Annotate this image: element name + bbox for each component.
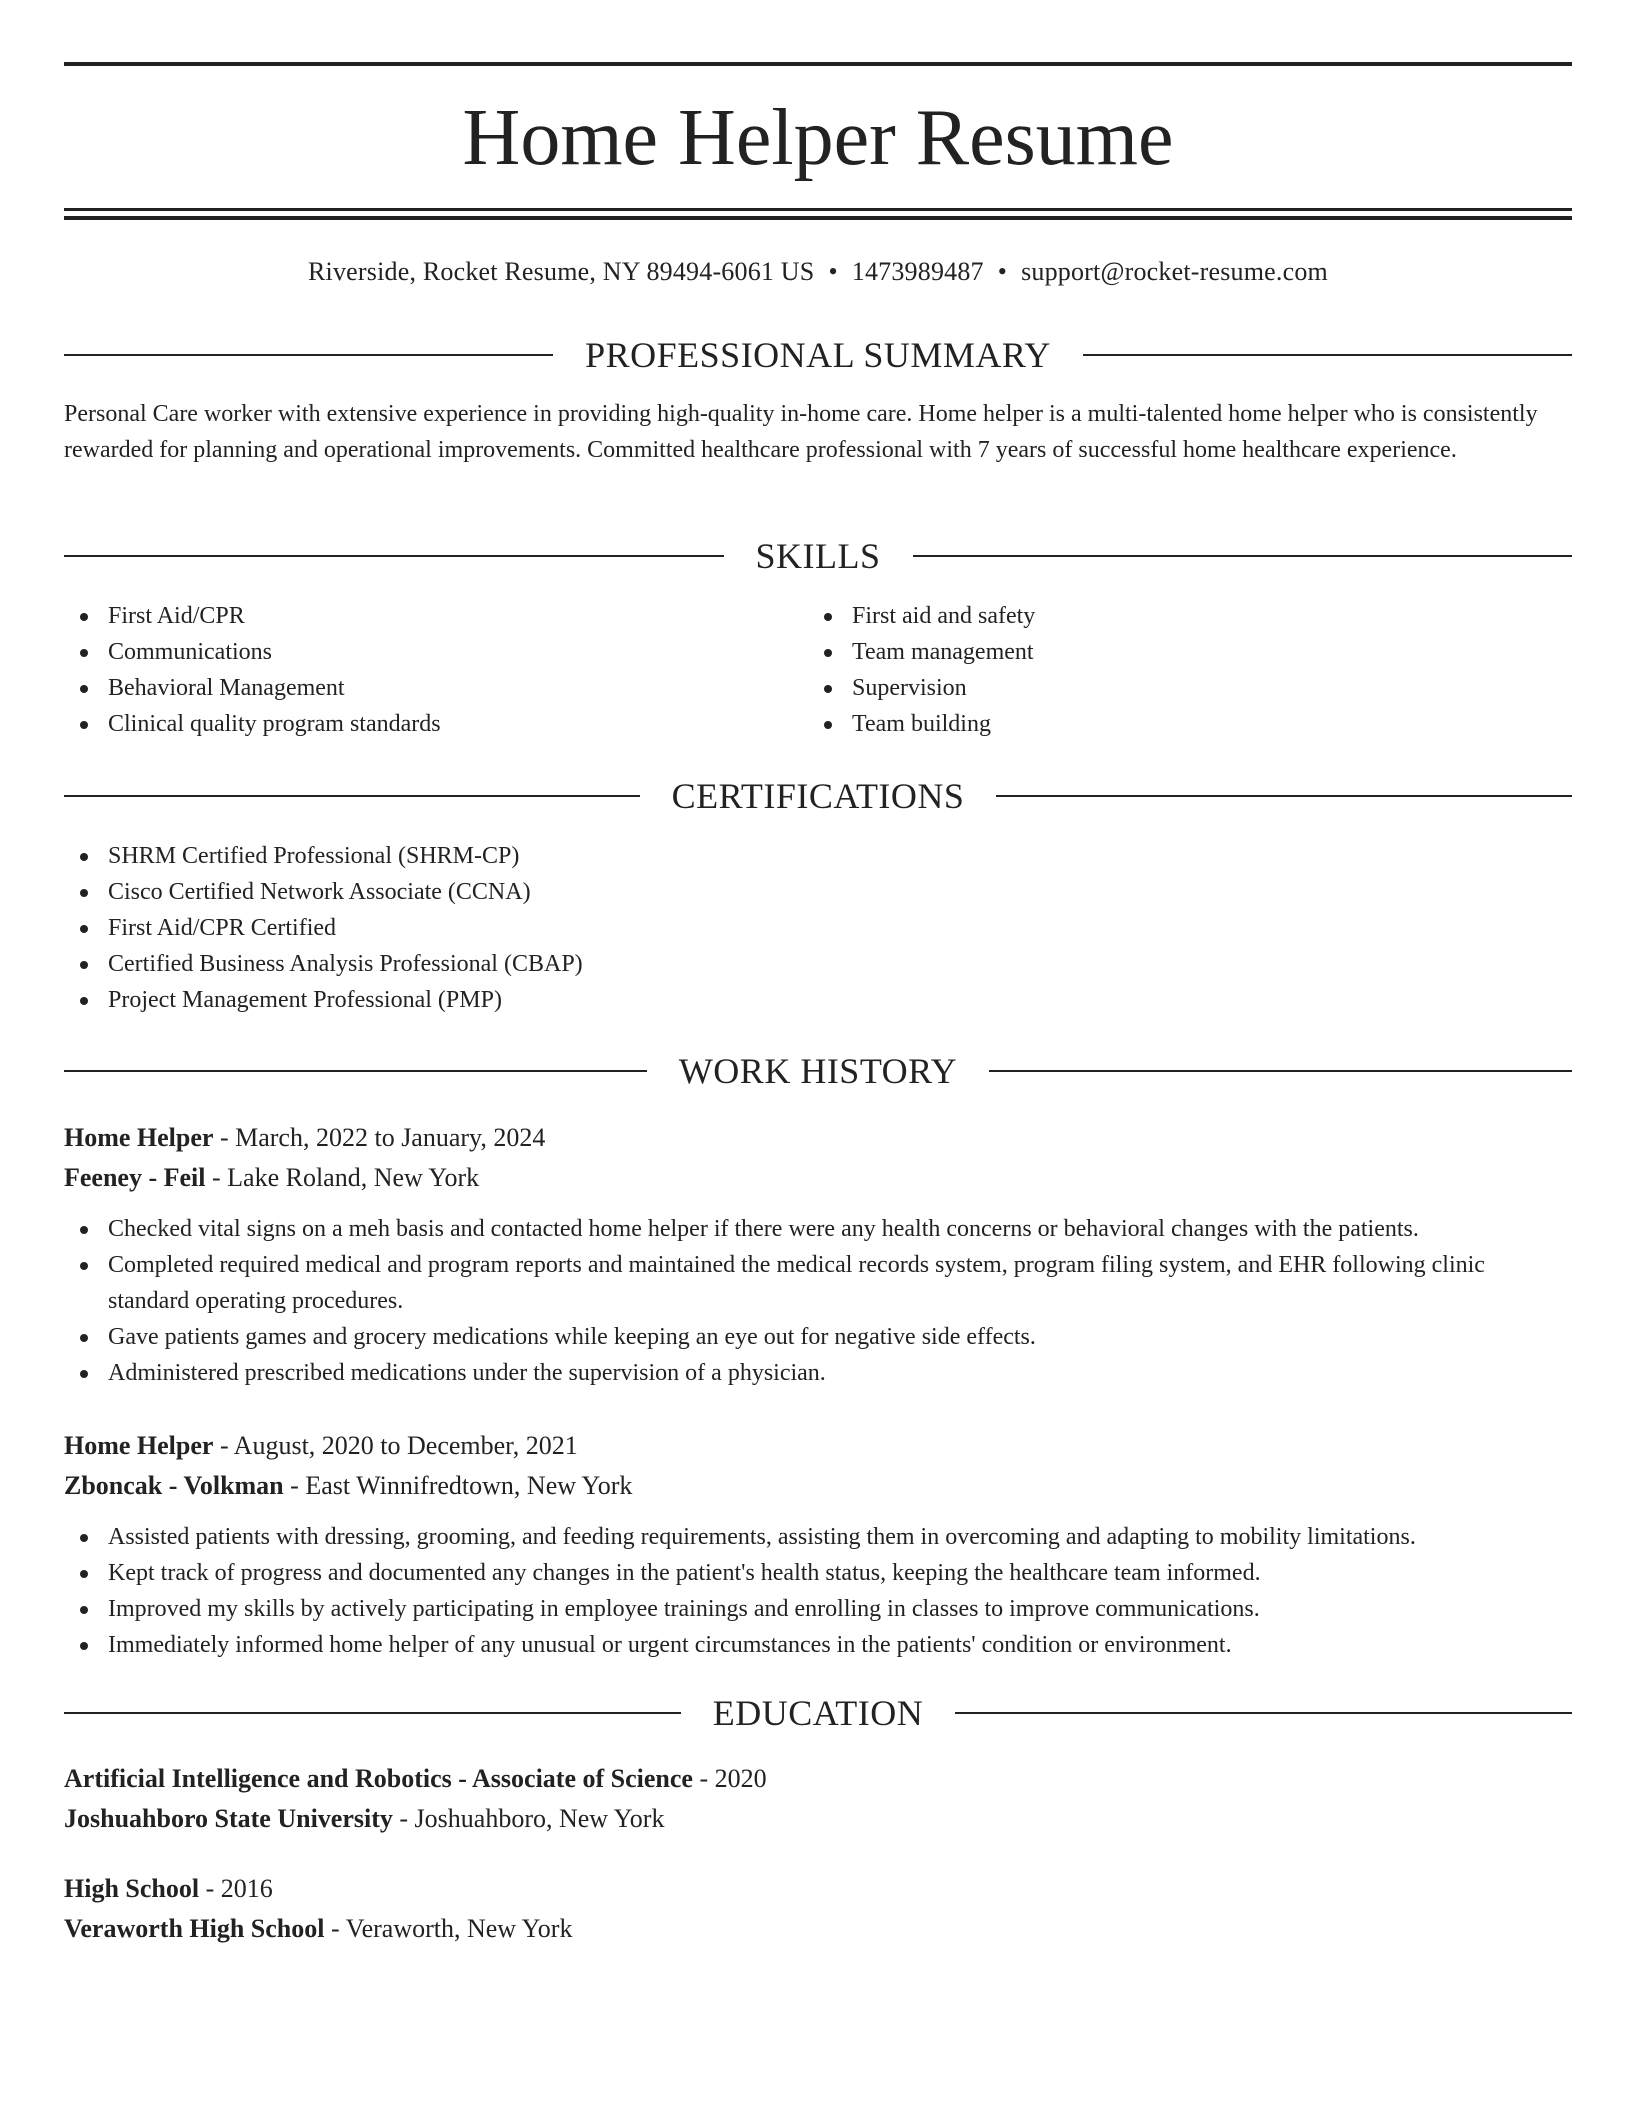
work-heading: WORK HISTORY [678,1051,958,1091]
job-company-line [64,1468,1572,1504]
heading-rule [64,555,724,557]
contact-line [64,254,1572,290]
heading-rule [64,1712,681,1714]
skills-list-right [808,598,1568,742]
education-degree: Artificial Intelligence and Robotics - Associate of Science [64,1764,693,1793]
education-school-line [64,1911,1572,1947]
job-title-line [64,1120,1572,1156]
skill-item: First Aid/CPR [64,598,804,634]
job-dates: - March, 2022 to January, 2024 [213,1123,546,1152]
education-heading: EDUCATION [712,1693,924,1733]
skill-item: Clinical quality program standards [64,706,804,742]
job-dates: - August, 2020 to December, 2021 [213,1431,578,1460]
education-year: - 2020 [692,1764,767,1793]
job-bullet: Improved my skills by actively participating in employee trainings and enrolling in classes to improve communications. [64,1591,1572,1627]
education-location: - Veraworth, New York [324,1914,573,1943]
education-school: Joshuahboro State University [64,1804,393,1833]
job-title: Home Helper [64,1123,214,1152]
job-company: Zboncak - Volkman [64,1471,284,1500]
skill-item: Supervision [808,670,1568,706]
contact-separator: • [997,257,1008,286]
education-location: - Joshuahboro, New York [392,1804,665,1833]
education-heading-row [64,1691,1572,1735]
job-bullet: Completed required medical and program reports and maintained the medical records system, program filing system, and EHR following clinic standard operating procedures. [64,1247,1572,1319]
heading-rule [913,555,1573,557]
certifications-heading-row [64,774,1572,818]
contact-email[interactable]: support@rocket-resume.com [1021,257,1328,286]
certification-item: SHRM Certified Professional (SHRM-CP) [64,838,1572,874]
heading-rule [64,1070,647,1072]
job-title-line [64,1428,1572,1464]
education-degree-line [64,1871,1572,1907]
heading-rule [1083,354,1572,356]
certifications-list [64,838,1572,1018]
job-bullets [64,1519,1572,1663]
summary-heading: PROFESSIONAL SUMMARY [585,335,1051,375]
skills-heading: SKILLS [755,536,881,576]
work-heading-row [64,1049,1572,1093]
skill-item: First aid and safety [808,598,1568,634]
skill-item: Communications [64,634,804,670]
contact-address: Riverside, Rocket Resume, NY 89494-6061 US [308,257,815,286]
job-bullet: Checked vital signs on a meh basis and contacted home helper if there were any health concerns or behavioral changes with the patients. [64,1211,1572,1247]
job-bullet: Assisted patients with dressing, grooming, and feeding requirements, assisting them in overcoming and adapting to mobility limitations. [64,1519,1572,1555]
education-degree-line [64,1761,1572,1797]
job-bullet: Kept track of progress and documented any changes in the patient's health status, keeping the healthcare team informed. [64,1555,1572,1591]
title-rule-upper [64,208,1572,211]
job-company-line [64,1160,1572,1196]
certification-item: Cisco Certified Network Associate (CCNA) [64,874,1572,910]
heading-rule [955,1712,1572,1714]
skill-item: Team building [808,706,1568,742]
job-location: - East Winnifredtown, New York [283,1471,633,1500]
skill-item: Team management [808,634,1568,670]
certification-item: First Aid/CPR Certified [64,910,1572,946]
certifications-heading: CERTIFICATIONS [671,776,965,816]
job-location: - Lake Roland, New York [205,1163,480,1192]
summary-text: Personal Care worker with extensive experience in providing high-quality in-home care. Home helper is a multi-talented home helper who is consistently rewarded for planning and operational improvements. Committed healthcare professional with 7 years of successful home healthcare experience. [64,401,1538,463]
skill-item: Behavioral Management [64,670,804,706]
heading-rule [989,1070,1572,1072]
summary-heading-row [64,333,1572,377]
job-title: Home Helper [64,1431,214,1460]
contact-separator: • [828,257,838,286]
job-bullet: Immediately informed home helper of any unusual or urgent circumstances in the patients' condition or environment. [64,1627,1572,1663]
job-company: Feeney - Feil [64,1163,206,1192]
skills-heading-row [64,534,1572,578]
heading-rule [64,795,640,797]
education-year: - 2016 [199,1874,273,1903]
education-school: Veraworth High School [64,1914,325,1943]
skills-list-left [64,598,804,742]
job-bullet: Administered prescribed medications under the supervision of a physician. [64,1355,1572,1391]
contact-phone: 1473989487 [851,257,984,286]
certification-item: Certified Business Analysis Professional (CBAP) [64,946,1572,982]
heading-rule [64,354,553,356]
heading-rule [996,795,1572,797]
job-bullet: Gave patients games and grocery medications while keeping an eye out for negative side effects. [64,1319,1572,1355]
title-rule-lower [64,216,1572,220]
certification-item: Project Management Professional (PMP) [64,982,1572,1018]
resume-title: Home Helper Resume [462,94,1174,182]
education-degree: High School [64,1874,200,1903]
top-rule [64,62,1572,66]
job-bullets [64,1211,1572,1391]
education-school-line [64,1801,1572,1837]
